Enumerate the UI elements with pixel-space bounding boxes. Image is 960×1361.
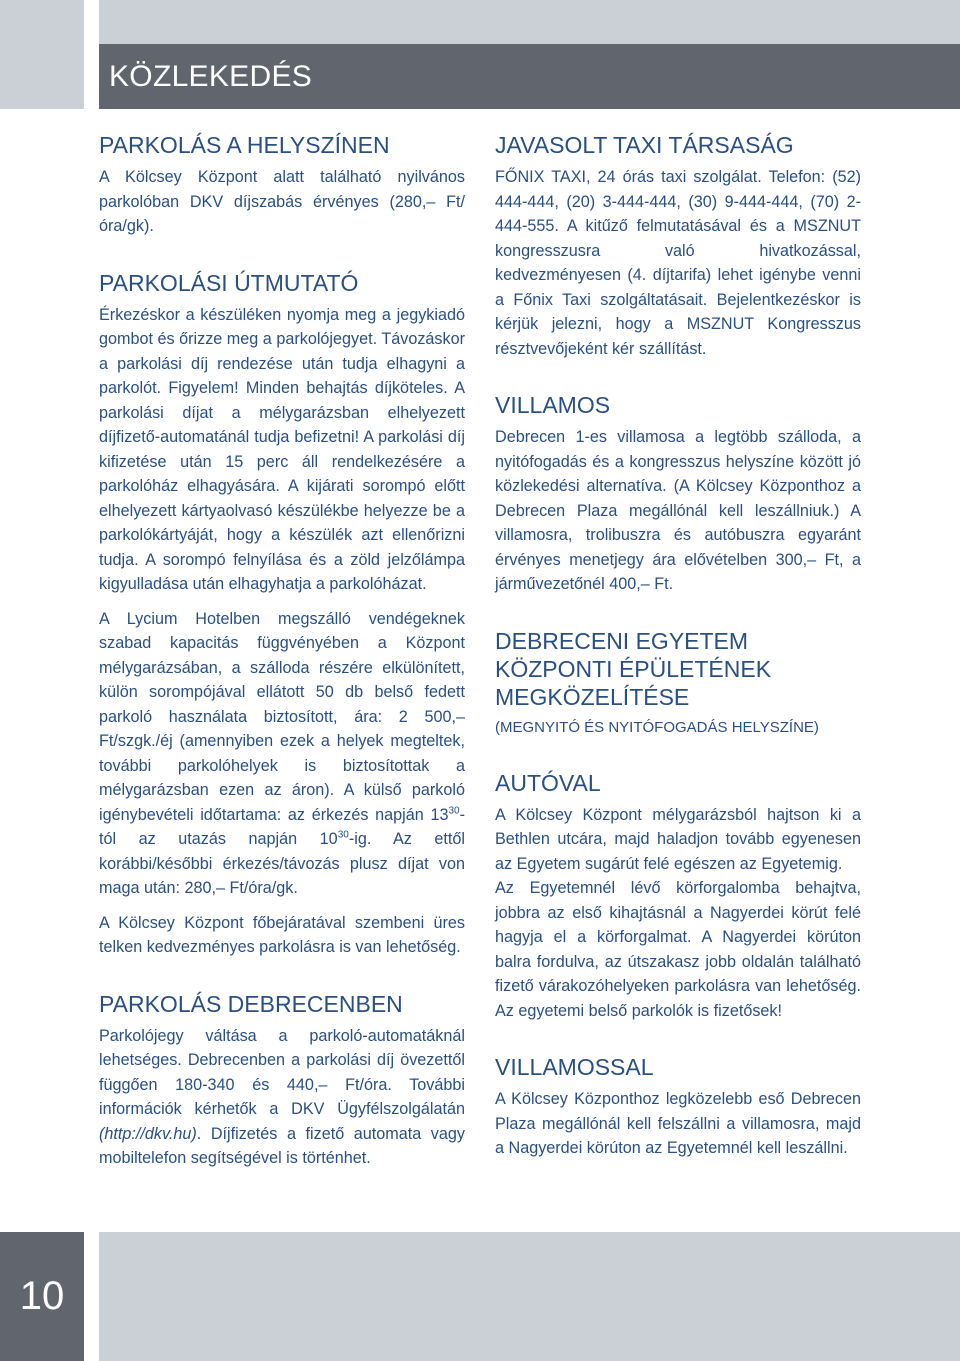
section-title-university: DEBRECENI EGYETEM KÖZPONTI ÉPÜLETÉNEK MEGKÖZELÍTÉSE <box>495 627 772 710</box>
paragraph-taxi: FŐNIX TAXI, 24 órás taxi szolgálat. Telefon: (52) 444-444, (20) 3-444-444, (30) 9-444-444, (70) 2-444-555. A kitűző felmutatásával és a MSZNUT kongresszusra való hivatkozással, kedvezményesen (4. díjtarifa) lehet igénybe venni a Főnix Taxi szolgáltatásait. Bejelentkezéskor is kérjük jelezni, hogy a MSZNUT Kongresszus résztvevőjeként kér szállítást. <box>495 168 861 358</box>
page-title: KÖZLEKEDÉS <box>99 44 960 109</box>
header-side-block <box>0 0 84 109</box>
paragraph-parking-guide: Érkezéskor a készüléken nyomja meg a jegykiadó gombot és őrizze meg a parkolójegyet. Távozáskor a parkolási díj rendezése után tudja elhagyni a parkolót. Figyelem! Minden behajtás díjköteles. A parkolási díjat a mélygarázsban elhelyezett díjfizető-automatánál tudja befizetni! A parkolási díj kifizetése után 15 perc áll rendelkezésére a parkolóház elhagyására. A kijárati sorompó előtt elhelyezett kártyaolvasó készülékbe helyezze be a parkolókártyáját, hogy a készülék azt ellenőrizni tudja. A sorompó felnyílása és a zöld jelzőlámpa kigyulladása után elhagyhatja a parkolóházat. <box>99 305 465 593</box>
dkv-link[interactable]: (http://dkv.hu) <box>99 1124 197 1143</box>
text-part: -ig. Az ettől korábbi/későbbi érkezés/távozás plusz díjat von maga után: 280,– Ft/óra/gk. <box>99 830 466 897</box>
left-column <box>99 131 465 1171</box>
footer-band <box>99 1232 960 1361</box>
text-part: . Díjfizetés a fizető automata vagy mobiltelefon segítségével is történhet. <box>99 1124 465 1167</box>
right-column <box>495 131 861 1161</box>
paragraph-tram: Debrecen 1-es villamosa a legtöbb szálloda, a nyitófogadás és a kongresszus helyszíne között jó közlekedési alternatíva. (A Kölcsey Központhoz a Debrecen Plaza megállónál kell leszállniuk.) A villamosra, trolibuszra és autóbuszra egyaránt érvényes menetjegy ára elővételben 300,– Ft, a járművezetőnél 400,– Ft. <box>495 428 861 593</box>
paragraph-parking-debrecen <box>99 1024 465 1171</box>
text-part: Parkolójegy váltása a parkoló-automatáknál lehetséges. Debrecenben a parkolási díj övezettől függően 180-340 és 440,– Ft/óra. További információk kérhetők a DKV Ügyfélszolgálatán <box>99 1026 465 1118</box>
section-title-parking-guide: PARKOLÁSI ÚTMUTATÓ <box>99 269 359 296</box>
paragraph-lycium-hotel <box>99 607 465 901</box>
text-part: A Lycium Hotelben megszálló vendégeknek szabad kapacitás függvényében a Központ mélygarázsában, a szálloda részére elkülönített, külön sorompójával ellátott 50 db belső fedett parkoló használata biztosított, ára: 2 500,– Ft/szgk./éj (amennyiben ezek a helyek megteltek, további parkolóhelyek is biztosítottak a mélygarázsban ezen az áron). A külső parkoló igénybevételi időtartama: az érkezés napján 13 <box>99 609 465 824</box>
section-title-by-car: AUTÓVAL <box>495 769 601 796</box>
section-title-parking-on-site: PARKOLÁS A HELYSZÍNEN <box>99 132 390 158</box>
section-title-parking-debrecen: PARKOLÁS DEBRECENBEN <box>99 990 403 1017</box>
paragraph-by-tram: A Kölcsey Központhoz legközelebb eső Debrecen Plaza megállónál kell felszállni a villamosra, majd a Nagyerdei körúton az Egyetemnél kell leszállni. <box>495 1090 861 1157</box>
page-number: 10 <box>0 1232 84 1361</box>
section-title-tram: VILLAMOS <box>495 392 611 418</box>
paragraph-by-car-2: Az Egyetemnél lévő körforgalomba behajtva, jobbra az első kihajtásnál a Nagyerdei körút felé hagyja el a körforgalmat. A Nagyerdei körúton balra fordulva, az útszakasz jobb oldalán található fizető várakozóhelyeken parkolásra van lehetőség. Az egyetemi belső parkolók is fizetősek! <box>495 879 861 1020</box>
section-title-taxi: JAVASOLT TAXI TÁRSASÁG <box>495 132 794 158</box>
superscript: 30 <box>448 805 460 817</box>
paragraph-parking-on-site: A Kölcsey Központ alatt található nyilvános parkolóban DKV díjszabás érvényes (280,– Ft/óra/gk). <box>99 168 465 235</box>
text-part: -tól az utazás napján 10 <box>99 805 465 848</box>
paragraph-free-parking: A Kölcsey Központ főbejáratával szembeni üres telken kedvezményes parkolásra is van lehetőség. <box>99 913 465 956</box>
section-title-by-tram: VILLAMOSSAL <box>495 1054 654 1080</box>
paragraph-by-car-1: A Kölcsey Központ mélygarázsból hajtson ki a Bethlen utcára, majd haladjon tovább egyenesen az Egyetem sugárút felé egészen az Egyetemig. <box>495 805 861 873</box>
superscript: 30 <box>337 829 349 841</box>
section-subtitle-university: (MEGNYITÓ ÉS NYITÓFOGADÁS HELYSZÍNE) <box>495 718 819 736</box>
